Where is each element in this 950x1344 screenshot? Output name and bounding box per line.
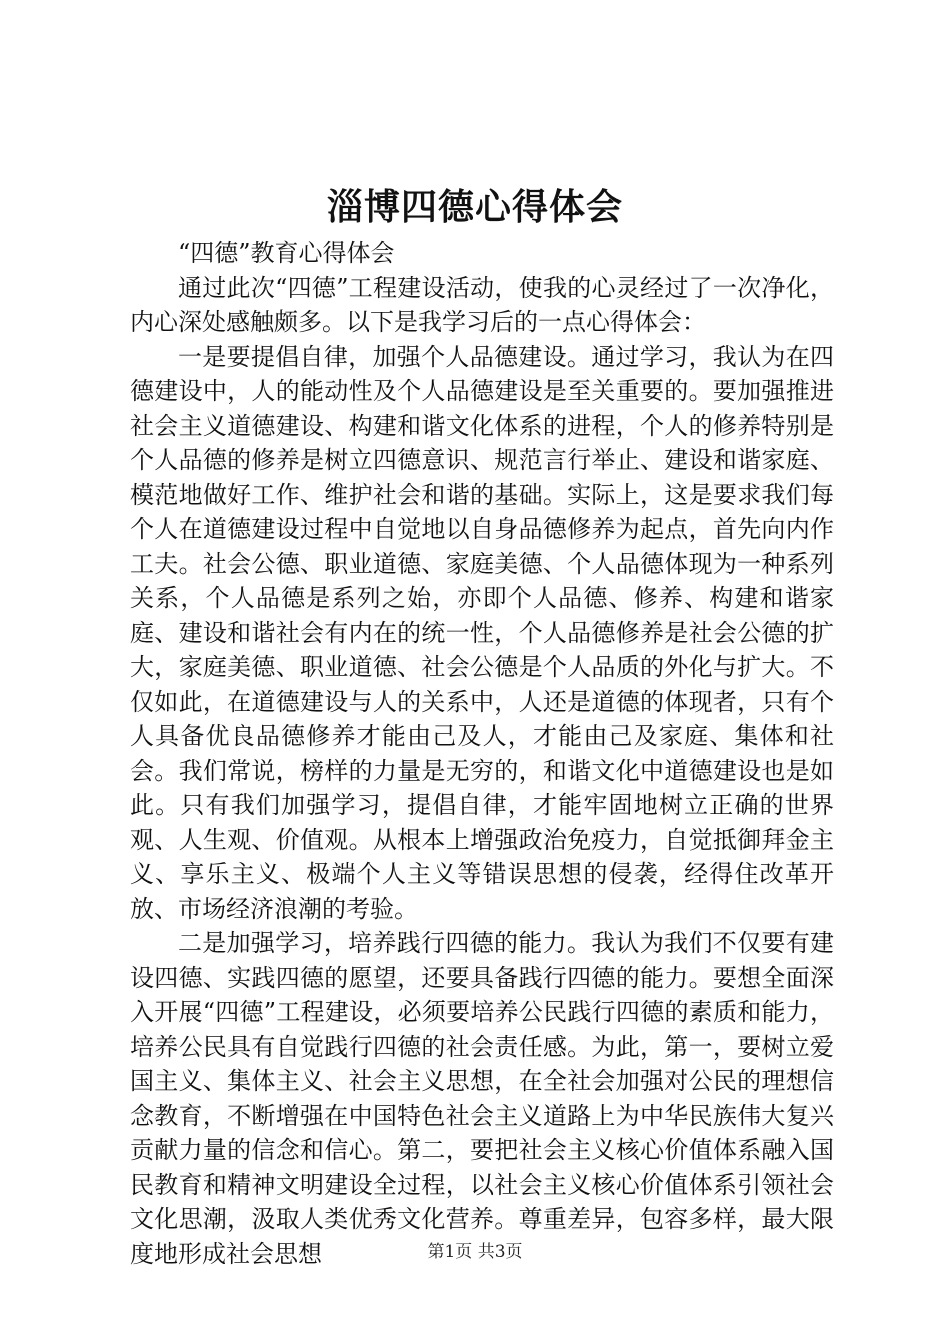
document-title: 淄博四德心得体会 bbox=[326, 186, 623, 228]
paragraph-point-two: 二是加强学习，培养践行四德的能力。我认为我们不仅要有建设四德、实践四德的愿望，还要具备践行四德的能力。要想全面深入开展“四德”工程建设，必须要培养公民践行四德的素质和能力，培养公民具有自觉践行四德的社会责任感。为此，第一，要树立爱国主义、集体主义、社会主义思想，在全社会加强对公民的理想信念教育，不断增强在中国特色社会主义道路上为中华民族伟大复兴贡献力量的信念和信心。第二，要把社会主义核心价值体系融入国民教育和精神文明建设全过程，以社会主义核心价值体系引领社会文化思潮，汲取人类优秀文化营养。尊重差异，包容多样，最大限度地形成社会思想 bbox=[130, 929, 834, 1268]
document-body bbox=[130, 236, 834, 1271]
paragraph-point-one: 一是要提倡自律，加强个人品德建设。通过学习，我认为在四德建设中，人的能动性及个人品德建设是至关重要的。要加强推进社会主义道德建设、构建和谐文化体系的进程，个人的修养特别是个人品德的修养是树立四德意识、规范言行举止、建设和谐家庭、模范地做好工作、维护社会和谐的基础。实际上，这是要求我们每个人在道德建设过程中自觉地以自身品德修养为起点，首先向内作工夫。社会公德、职业道德、家庭美德、个人品德体现为一种系列关系，个人品德是系列之始，亦即个人品德、修养、构建和谐家庭、建设和谐社会有内在的统一性，个人品德修养是社会公德的扩大，家庭美德、职业道德、社会公德是个人品质的外化与扩大。不仅如此，在道德建设与人的关系中，人还是道德的体现者，只有个人具备优良品德修养才能由己及人，才能由己及家庭、集体和社会。我们常说，榜样的力量是无穷的，和谐文化中道德建设也是如此。只有我们加强学习，提倡自律，才能牢固地树立正确的世界观、人生观、价值观。从根本上增强政治免疫力，自觉抵御拜金主义、享乐主义、极端个人主义等错误思想的侵袭，经得住改革开放、市场经济浪潮的考验。 bbox=[130, 342, 834, 923]
page-footer: 第1页 共3页 bbox=[427, 1242, 523, 1262]
paragraph-subtitle: “四德”教育心得体会 bbox=[178, 239, 395, 267]
paragraph-intro: 通过此次“四德”工程建设活动，使我的心灵经过了一次净化，内心深处感触颇多。以下是我学习后的一点心得体会： bbox=[130, 273, 834, 336]
